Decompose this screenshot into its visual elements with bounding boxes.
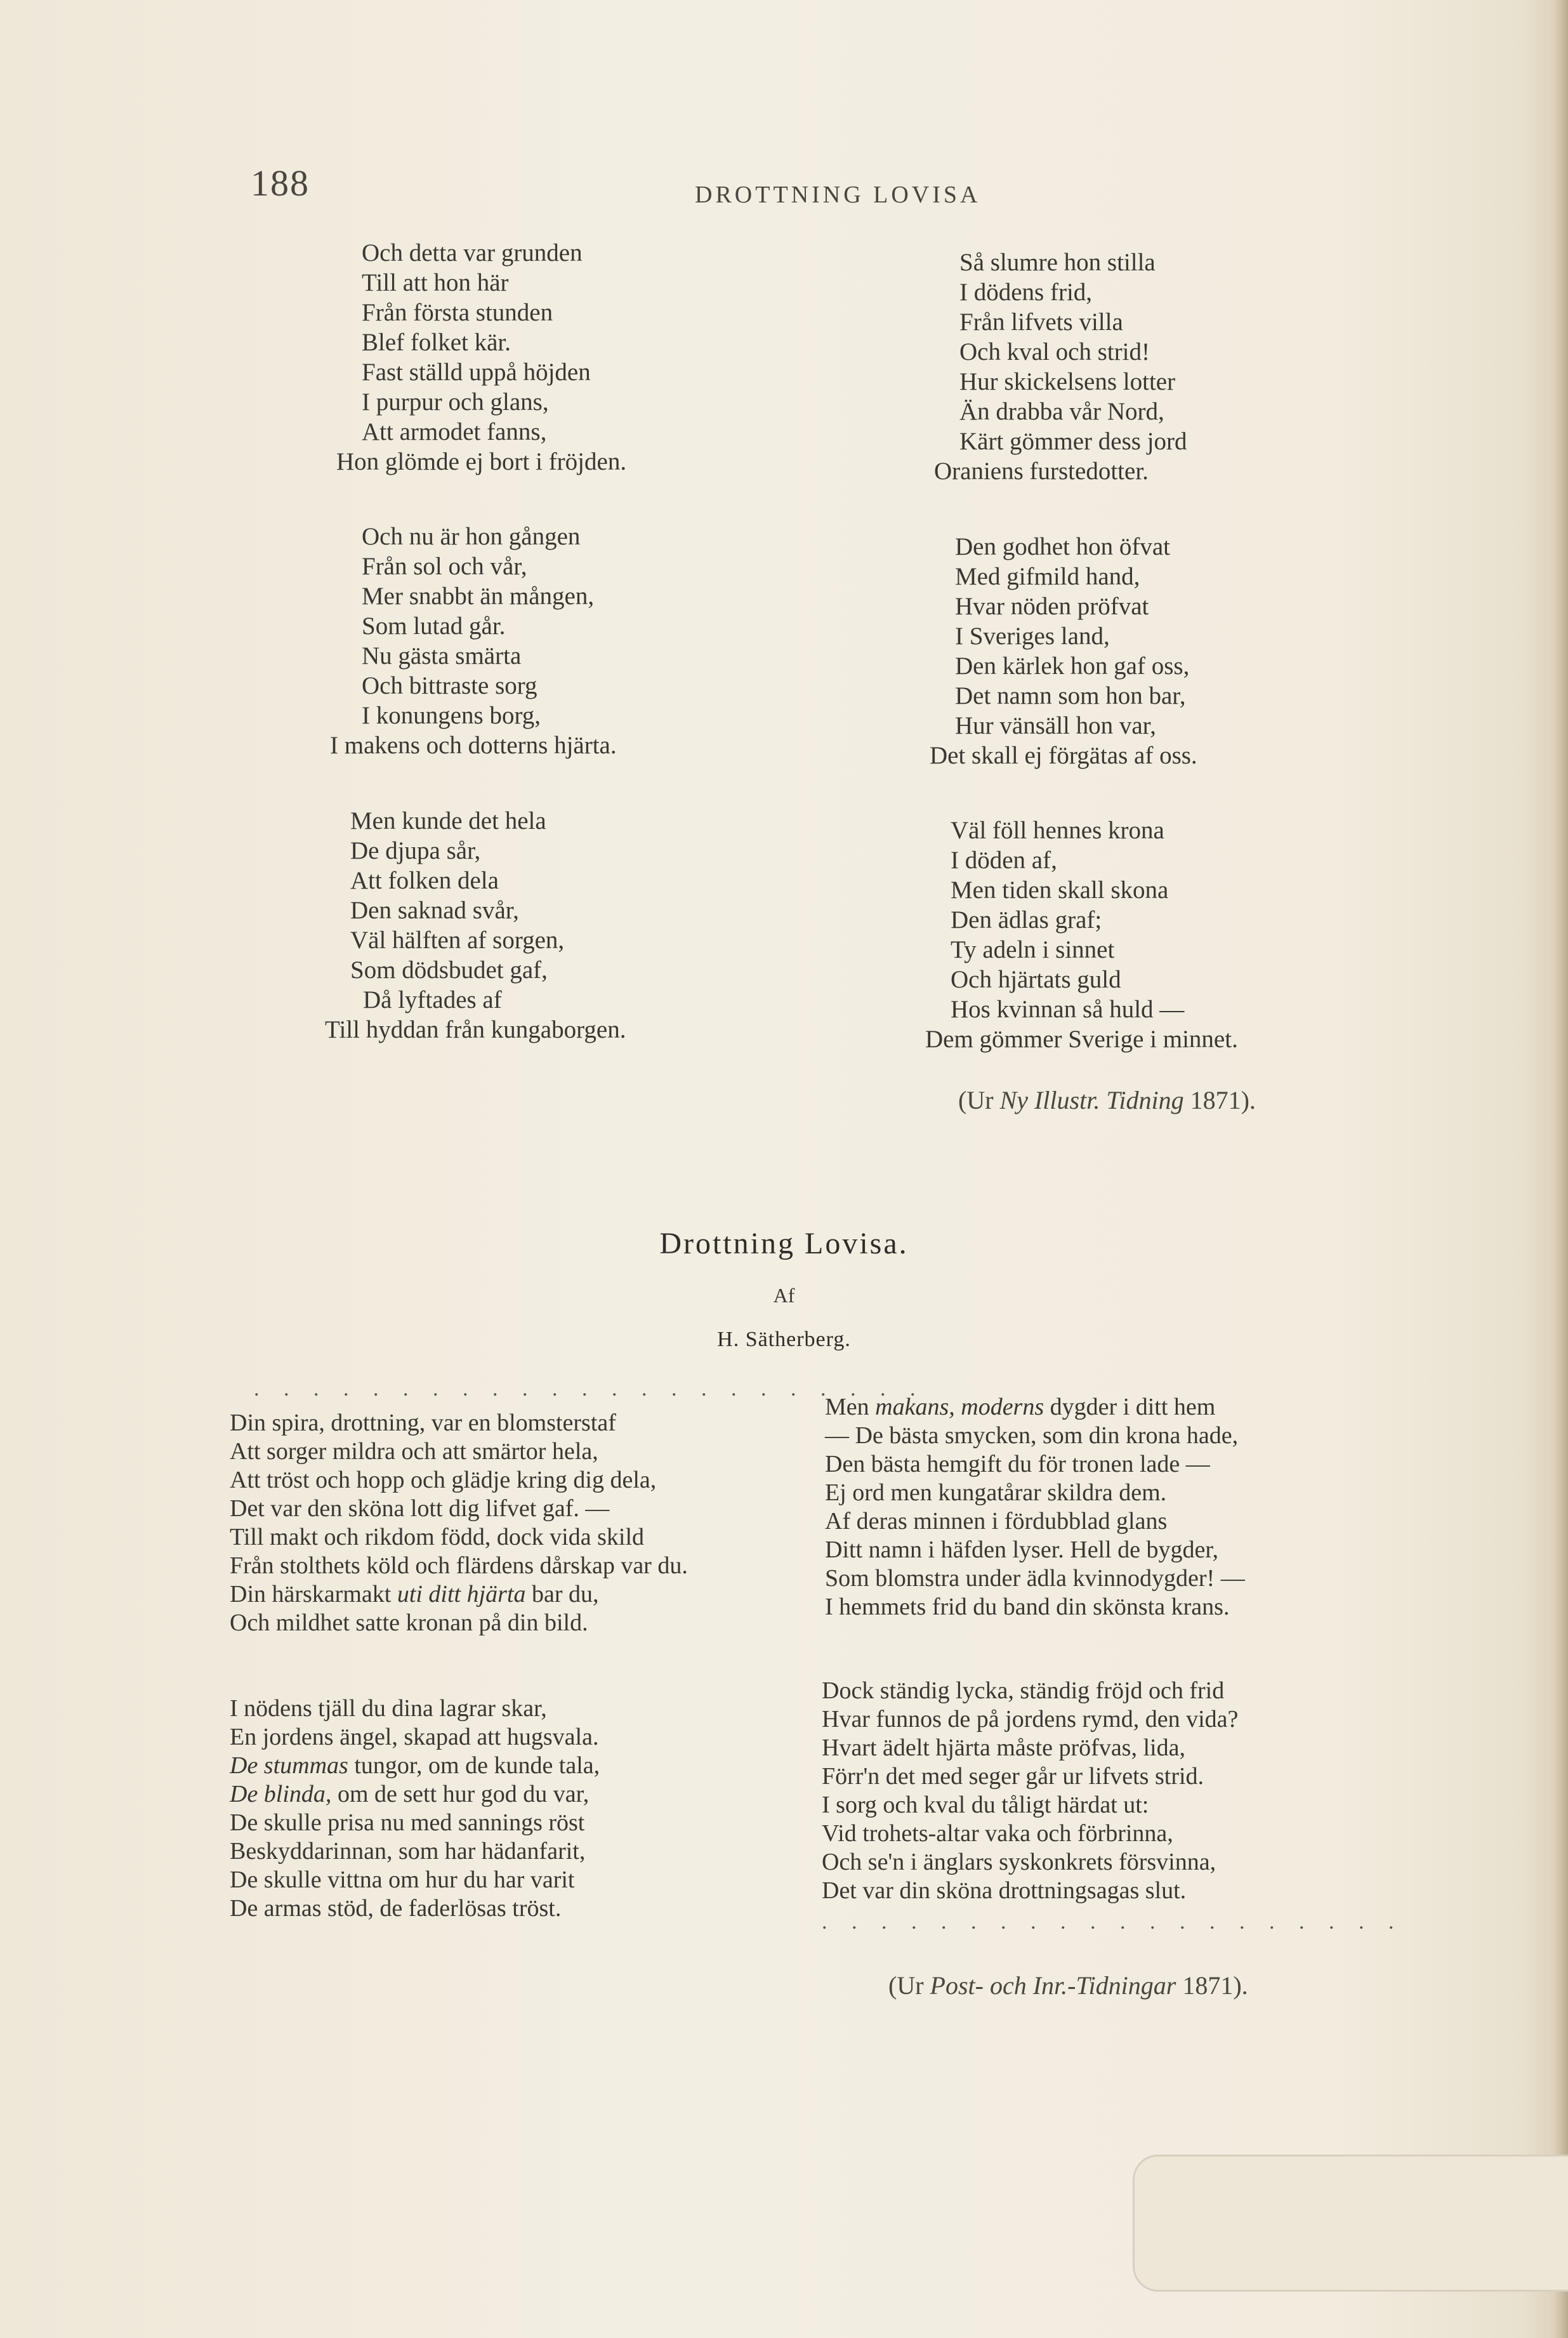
verse-line: De djupa sår,	[350, 837, 481, 864]
source-year: 1871).	[1176, 1971, 1248, 2000]
verse-line: Mer snabbt än mången,	[362, 583, 595, 610]
verse-line: Och detta var grunden	[362, 239, 583, 267]
poem1-left-stanza-1	[336, 238, 626, 477]
verse-fragment: Din härskarmakt	[230, 1581, 397, 1608]
verse-line: De skulle vittna om hur du har varit	[230, 1866, 575, 1893]
verse-line: I hemmets frid du band din skönsta krans.	[825, 1594, 1230, 1620]
poem1-right-stanza-1	[934, 248, 1187, 486]
verse-line: Förr'n det med seger går ur lifvets strid.	[822, 1763, 1204, 1790]
source-prefix: (Ur	[958, 1086, 1000, 1114]
verse-line: Hur vänsäll hon var,	[955, 712, 1156, 739]
verse-line: Den saknad svår,	[350, 897, 519, 924]
verse-line: Hon glömde ej bort i fröjden.	[336, 448, 627, 475]
poem2-right-stanza-1	[825, 1393, 1245, 1621]
verse-line: De skulle prisa nu med sannings röst	[230, 1809, 585, 1836]
verse-line: Hvar funnos de på jordens rymd, den vida?	[822, 1706, 1239, 1733]
verse-emphasis: De blinda,	[230, 1781, 332, 1807]
verse-line: Det var den sköna lott dig lifvet gaf. —	[230, 1495, 610, 1522]
verse-line: Dock ständig lycka, ständig fröjd och frid	[822, 1677, 1225, 1704]
verse-line: Att sorger mildra och att smärtor hela,	[230, 1438, 598, 1465]
ellipsis-row-bottom: . . . . . . . . . . . . . . . . . . . .	[822, 1910, 1404, 1934]
verse-line: Kärt gömmer dess jord	[959, 428, 1187, 455]
verse-line: Från stolthets köld och flärdens dårskap var du.	[230, 1552, 688, 1579]
verse-line: Din spira, drottning, var en blomsterstaf	[230, 1410, 616, 1436]
verse-line: Den godhet hon öfvat	[955, 533, 1171, 560]
poem1-right-stanza-3	[925, 816, 1238, 1054]
verse-emphasis: De stummas	[230, 1752, 348, 1779]
poem2-left-stanza-1	[230, 1409, 688, 1637]
verse-line: Väl hälften af sorgen,	[350, 927, 565, 954]
verse-line: Att armodet fanns,	[362, 418, 547, 446]
ellipsis-row-top: . . . . . . . . . . . . . . . . . . . . . . .	[254, 1377, 925, 1401]
verse-line: Hvar nöden pröfvat	[955, 593, 1149, 620]
verse-line: I döden af,	[951, 847, 1057, 874]
verse-line: Den ädlas graf;	[951, 906, 1102, 934]
verse-line: Vid trohets-altar vaka och förbrinna,	[822, 1820, 1173, 1847]
verse-line: Det skall ej förgätas af oss.	[930, 742, 1197, 769]
source-year: 1871).	[1183, 1086, 1256, 1114]
verse-line	[230, 1580, 688, 1609]
verse-line: — De bästa smycken, som din krona hade,	[825, 1422, 1239, 1449]
verse-line: Dem gömmer Sverige i minnet.	[925, 1026, 1238, 1053]
page-edge	[1554, 0, 1568, 2338]
verse-line: Blef folket kär.	[362, 329, 511, 356]
library-stamp-mark	[1133, 2155, 1568, 2292]
verse-line: En jordens ängel, skapad att hugsvala.	[230, 1724, 599, 1750]
verse-line: Den kärlek hon gaf oss,	[955, 652, 1190, 680]
verse-line: Och mildhet satte kronan på din bild.	[230, 1609, 588, 1636]
verse-fragment: tungor, om de kunde tala,	[348, 1752, 600, 1779]
verse-line: I dödens frid,	[959, 279, 1093, 306]
verse-line: I nödens tjäll du dina lagrar skar,	[230, 1695, 547, 1722]
verse-line: Men kunde det hela	[350, 807, 546, 835]
verse-line: Men tiden skall skona	[951, 876, 1169, 904]
verse-line: Till att hon här	[362, 269, 509, 296]
verse-fragment: Men	[825, 1394, 876, 1420]
verse-line: I purpur och glans,	[362, 388, 549, 416]
verse-line: Hur skickelsens lotter	[959, 368, 1176, 395]
poem1-source	[958, 1085, 1256, 1115]
verse-line: Det var din sköna drottningsagas slut.	[822, 1877, 1187, 1904]
verse-line: Hvart ädelt hjärta måste pröfvas, lida,	[822, 1734, 1185, 1761]
verse-line: Som lutad går.	[362, 612, 506, 640]
verse-line: De armas stöd, de faderlösas tröst.	[230, 1895, 562, 1922]
author-name: H. Sätherberg.	[717, 1328, 851, 1351]
verse-line: Det namn som hon bar,	[955, 682, 1186, 710]
verse-line: Och se'n i änglars syskonkrets försvinna,	[822, 1849, 1216, 1875]
verse-line: Hos kvinnan så huld —	[951, 996, 1185, 1023]
verse-line: Att tröst och hopp och glädje kring dig dela,	[230, 1467, 657, 1493]
verse-line: Till makt och rikdom född, dock vida skild	[230, 1524, 645, 1550]
verse-line	[230, 1752, 600, 1780]
verse-line: Af deras minnen i fördubblad glans	[825, 1508, 1168, 1535]
verse-line: Och kval och strid!	[959, 338, 1150, 366]
verse-line: Ditt namn i häfden lyser. Hell de bygder,	[825, 1536, 1219, 1563]
verse-line: Som dödsbudet gaf,	[350, 956, 548, 984]
verse-line: Att folken dela	[350, 867, 499, 894]
verse-line: Beskyddarinnan, som har hädanfarit,	[230, 1838, 586, 1865]
verse-line	[230, 1780, 600, 1809]
verse-line: Och bittraste sorg	[362, 672, 537, 699]
verse-line: Som blomstra under ädla kvinnodygder! —	[825, 1565, 1245, 1592]
verse-line: Ty adeln i sinnet	[951, 936, 1115, 963]
page-number: 188	[251, 162, 310, 204]
poem1-left-stanza-3	[325, 806, 626, 1045]
verse-fragment: om de sett hur god du var,	[331, 1781, 590, 1807]
verse-line: Så slumre hon stilla	[959, 249, 1156, 276]
verse-line	[825, 1393, 1245, 1422]
verse-line: I Sveriges land,	[955, 623, 1110, 650]
poem2-right-stanza-2	[822, 1677, 1238, 1905]
verse-fragment: bar du,	[525, 1581, 599, 1608]
source-publication: Post- och Inr.-Tidningar	[930, 1971, 1176, 2000]
verse-line: Väl föll hennes krona	[951, 817, 1164, 844]
poem2-left-stanza-2	[230, 1694, 600, 1923]
verse-line: I makens och dotterns hjärta.	[330, 732, 617, 759]
verse-fragment: dygder i ditt hem	[1044, 1394, 1216, 1420]
verse-line: Då lyftades af	[363, 986, 502, 1014]
verse-emphasis: uti ditt hjärta	[397, 1581, 526, 1608]
running-title: DROTTNING LOVISA	[695, 182, 981, 208]
verse-line: Ej ord men kungatårar skildra dem.	[825, 1479, 1167, 1506]
poem-title: Drottning Lovisa.	[659, 1227, 909, 1260]
poem1-left-stanza-2	[330, 522, 617, 760]
verse-line: Fast ställd uppå höjden	[362, 359, 591, 386]
verse-line: Och hjärtats guld	[951, 966, 1121, 993]
verse-line: I sorg och kval du tåligt härdat ut:	[822, 1792, 1149, 1818]
poem1-right-stanza-2	[930, 532, 1197, 770]
verse-line: Med gifmild hand,	[955, 563, 1140, 590]
verse-line: Till hyddan från kungaborgen.	[325, 1016, 626, 1043]
verse-line: Den bästa hemgift du för tronen lade —	[825, 1451, 1210, 1477]
byline: Af	[773, 1284, 795, 1307]
source-publication: Ny Illustr. Tidning	[999, 1086, 1184, 1114]
poem2-source	[888, 1971, 1248, 2000]
verse-line: Från sol och vår,	[362, 553, 527, 580]
verse-line: I konungens borg,	[362, 702, 541, 729]
verse-emphasis: makans, moderns	[875, 1394, 1044, 1420]
verse-line: Oraniens furstedotter.	[934, 458, 1149, 485]
verse-line: Från första stunden	[362, 299, 553, 326]
verse-line: Än drabba vår Nord,	[959, 398, 1164, 425]
source-prefix: (Ur	[888, 1971, 930, 2000]
verse-line: Nu gästa smärta	[362, 642, 522, 670]
verse-line: Från lifvets villa	[959, 308, 1123, 336]
verse-line: Och nu är hon gången	[362, 523, 581, 550]
